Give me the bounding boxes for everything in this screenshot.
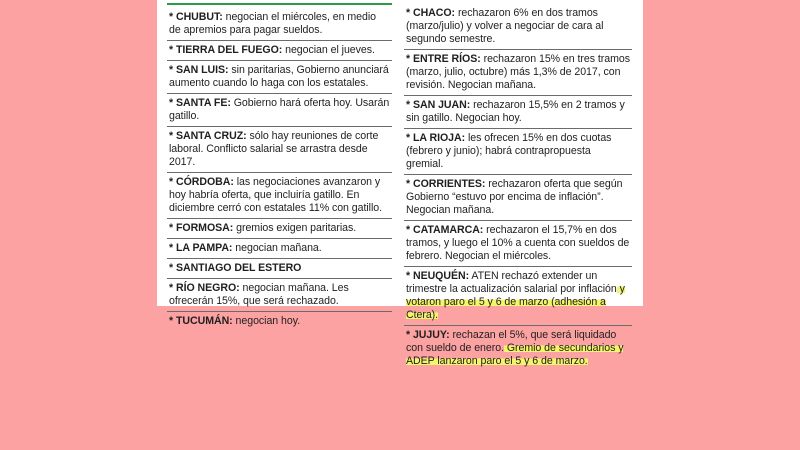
province-status: sin paritarias, Gobierno anunciará aumento cuando lo haga con los estatales. (169, 64, 389, 89)
province-status: las negociaciones avanzaron y hoy habría oferta, que incluiría gatillo. En diciembre cerró con estatales 11% con gatillo. (169, 176, 383, 214)
province-status: rechazaron 6% en dos tramos (marzo/julio) y volver a negociar de cara al segundo semestre. (406, 7, 604, 45)
province-entry (167, 173, 392, 219)
province-entry (167, 94, 392, 127)
province-status: ATEN rechazó extender un trimestre la actualización salarial por inflación (406, 270, 617, 295)
province-name: * CORRIENTES: (406, 178, 486, 190)
province-status: gremios exigen paritarias. (233, 222, 357, 234)
province-entry (404, 267, 632, 326)
province-status: negocian mañana. Les ofrecerán 15%, que será rechazado. (169, 282, 349, 307)
header-divider (167, 3, 392, 5)
province-entry (404, 326, 632, 371)
highlighted-text: Gremio de secundarios y ADEP lanzaron paro el 5 y 6 de marzo. (406, 342, 624, 367)
province-entry (167, 312, 392, 331)
province-name: * CHUBUT: (169, 11, 223, 23)
province-name: * TIERRA DEL FUEGO: (169, 44, 283, 56)
province-entry (167, 259, 392, 279)
left-column (167, 8, 392, 331)
province-name: * TUCUMÁN: (169, 315, 233, 327)
province-name: * NEUQUÉN: (406, 270, 470, 282)
province-name: * RÍO NEGRO: (169, 282, 240, 294)
province-entry (167, 61, 392, 94)
province-entry (167, 239, 392, 259)
province-status: rechazaron oferta que según Gobierno “estuvo por encima de inflación”. Negocian mañana. (406, 178, 623, 216)
province-status: negocian mañana. (232, 242, 322, 254)
province-entry (167, 8, 392, 41)
highlighted-text: y votaron paro el 5 y 6 de marzo (adhesión a Ctera). (406, 283, 625, 321)
province-name: * CÓRDOBA: (169, 176, 234, 188)
province-entry (404, 221, 632, 267)
province-name: * LA PAMPA: (169, 242, 233, 254)
province-entry (167, 219, 392, 239)
province-entry (167, 127, 392, 173)
province-entry (167, 41, 392, 61)
province-entry (404, 175, 632, 221)
province-name: * FORMOSA: (169, 222, 234, 234)
province-name: * SANTA FE: (169, 97, 231, 109)
province-name: * SAN JUAN: (406, 99, 471, 111)
province-entry (404, 96, 632, 129)
province-status: negocian hoy. (232, 315, 301, 327)
province-entry (404, 4, 632, 50)
province-status: rechazan el 5%, que será liquidado con sueldo de enero. (406, 329, 617, 354)
province-status: negocian el miércoles, en medio de apremios para pagar sueldos. (169, 11, 376, 36)
province-entry (167, 279, 392, 312)
province-name: * SANTA CRUZ: (169, 130, 247, 142)
province-status: rechazaron 15,5% en 2 tramos y sin gatillo. Negocian hoy. (406, 99, 625, 124)
province-entry (404, 129, 632, 175)
right-column (404, 4, 632, 371)
province-entry (404, 50, 632, 96)
province-status: negocian el jueves. (282, 44, 375, 56)
province-name: * LA RIOJA: (406, 132, 466, 144)
province-status: les ofrecen 15% en dos cuotas (febrero y junio); habrá contrapropuesta gremial. (406, 132, 612, 170)
province-status: sólo hay reuniones de corte laboral. Conflicto salarial se arrastra desde 2017. (169, 130, 379, 168)
province-status: Gobierno hará oferta hoy. Usarán gatillo. (169, 97, 390, 122)
province-name: * CHACO: (406, 7, 456, 19)
province-name: * SAN LUIS: (169, 64, 229, 76)
province-name: * CATAMARCA: (406, 224, 484, 236)
province-name: * ENTRE RÍOS: (406, 53, 481, 65)
province-name: * JUJUY: (406, 329, 450, 341)
province-name: * SANTIAGO DEL ESTERO (169, 262, 302, 274)
province-status: rechazaron el 15,7% en dos tramos, y luego el 10% a cuenta con sueldos de febrero. Negocian el miércoles. (406, 224, 630, 262)
province-status: rechazaron 15% en tres tramos (marzo, julio, octubre) más 1,3% de 2017, con revisión. Negocian mañana. (406, 53, 630, 91)
